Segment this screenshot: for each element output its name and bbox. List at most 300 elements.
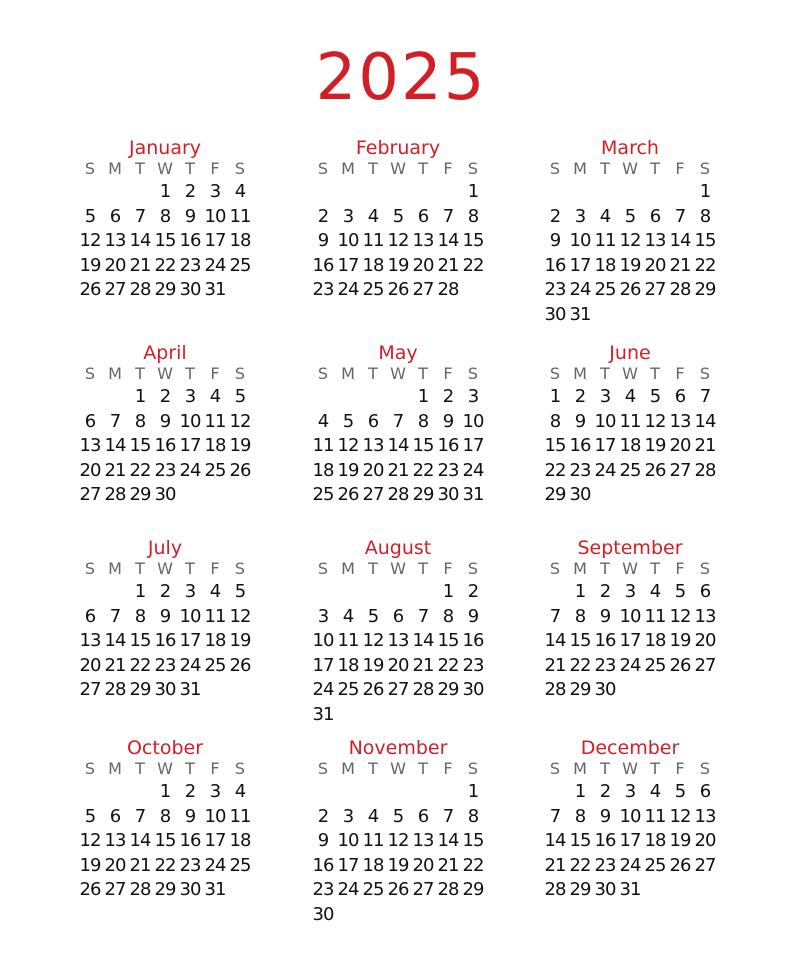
weekday-header: M: [108, 559, 122, 578]
day-cell: 7: [442, 205, 454, 227]
day-cell: 26: [619, 279, 641, 300]
day-cell: 17: [179, 435, 201, 456]
weekday-header: W: [157, 159, 173, 178]
day-cell: 5: [342, 410, 354, 432]
day-cell: 4: [649, 781, 661, 802]
day-cell: 21: [104, 654, 126, 676]
day-cell: 16: [179, 230, 201, 251]
day-cell: 12: [619, 230, 641, 251]
weekday-header: S: [699, 759, 711, 778]
day-cell: 30: [544, 303, 566, 325]
day-cell: 6: [417, 205, 429, 227]
day-cell: 7: [674, 205, 686, 227]
day-cell: 13: [79, 630, 101, 651]
day-cell: 4: [367, 205, 379, 227]
blank-cell: [78, 780, 103, 805]
day-cell: 12: [644, 410, 666, 432]
blank-cell: [618, 180, 643, 205]
day-cell: 20: [104, 254, 126, 276]
day-cell: 27: [412, 279, 434, 300]
day-cell: 5: [234, 386, 246, 407]
day-cell: 18: [619, 435, 641, 456]
blank-cell: [386, 180, 411, 205]
weekday-header: S: [234, 759, 246, 778]
blank-cell: [311, 180, 336, 205]
month-grid: [303, 160, 493, 303]
day-cell: 28: [387, 484, 409, 505]
weekday-header: F: [675, 759, 685, 778]
day-cell: 7: [549, 805, 561, 827]
day-cell: 13: [669, 410, 691, 432]
blank-cell: [336, 580, 361, 605]
day-cell: 31: [619, 879, 641, 900]
day-cell: 23: [154, 459, 176, 481]
weekday-header: T: [600, 364, 610, 383]
day-cell: 17: [594, 435, 616, 456]
weekday-header: W: [622, 364, 638, 383]
day-cell: 7: [442, 805, 454, 827]
day-cell: 24: [312, 679, 334, 700]
day-cell: 18: [204, 630, 226, 651]
day-cell: 16: [569, 435, 591, 456]
day-cell: 2: [317, 805, 329, 827]
day-cell: 18: [594, 254, 616, 276]
day-cell: 10: [337, 830, 359, 851]
day-cell: 26: [229, 459, 251, 481]
day-cell: 15: [544, 435, 566, 456]
day-cell: 5: [624, 205, 636, 227]
day-cell: 23: [312, 879, 334, 900]
day-cell: 12: [362, 630, 384, 651]
day-cell: 2: [467, 581, 479, 602]
day-cell: 20: [387, 654, 409, 676]
day-cell: 7: [392, 410, 404, 432]
day-cell: 25: [644, 854, 666, 876]
day-cell: 10: [179, 605, 201, 627]
day-cell: 24: [619, 854, 641, 876]
month-grid: [70, 760, 260, 903]
day-cell: 11: [337, 630, 359, 651]
day-cell: 31: [204, 279, 226, 300]
day-cell: 8: [699, 205, 711, 227]
day-cell: 30: [154, 484, 176, 505]
blank-cell: [311, 385, 336, 410]
day-cell: 15: [462, 230, 484, 251]
day-cell: 24: [337, 879, 359, 900]
day-cell: 28: [544, 879, 566, 900]
day-cell: 27: [362, 484, 384, 505]
day-cell: 8: [574, 805, 586, 827]
day-cell: 6: [674, 386, 686, 407]
weekday-header: S: [467, 559, 479, 578]
day-cell: 1: [574, 581, 586, 602]
blank-cell: [128, 180, 153, 205]
blank-cell: [593, 180, 618, 205]
day-cell: 13: [694, 805, 716, 827]
weekday-header: T: [650, 364, 660, 383]
month-october: [70, 736, 260, 903]
day-cell: 7: [109, 605, 121, 627]
day-cell: 17: [204, 230, 226, 251]
day-cell: 4: [317, 410, 329, 432]
day-cell: 20: [669, 435, 691, 456]
day-cell: 23: [594, 854, 616, 876]
day-cell: 15: [129, 435, 151, 456]
day-cell: 25: [229, 854, 251, 876]
day-cell: 13: [104, 230, 126, 251]
day-cell: 13: [412, 230, 434, 251]
day-cell: 4: [209, 386, 221, 407]
day-cell: 22: [569, 654, 591, 676]
day-cell: 25: [337, 679, 359, 700]
day-cell: 7: [549, 605, 561, 627]
weekday-header: S: [549, 159, 561, 178]
weekday-header: S: [467, 364, 479, 383]
day-cell: 18: [644, 830, 666, 851]
day-cell: 4: [209, 581, 221, 602]
day-cell: 20: [79, 459, 101, 481]
day-cell: 14: [437, 830, 459, 851]
month-grid: [70, 160, 260, 303]
day-cell: 6: [367, 410, 379, 432]
day-cell: 28: [412, 679, 434, 700]
day-cell: 20: [104, 854, 126, 876]
weekday-header: T: [135, 159, 145, 178]
day-cell: 27: [79, 679, 101, 700]
blank-cell: [543, 780, 568, 805]
day-cell: 1: [699, 181, 711, 202]
day-cell: 25: [204, 459, 226, 481]
day-cell: 9: [599, 605, 611, 627]
day-cell: 3: [184, 581, 196, 602]
month-name: September: [577, 537, 683, 559]
blank-cell: [78, 580, 103, 605]
day-cell: 29: [569, 879, 591, 900]
weekday-header: T: [650, 759, 660, 778]
month-grid: [535, 160, 725, 327]
day-cell: 28: [437, 879, 459, 900]
weekday-header: F: [443, 759, 453, 778]
day-cell: 6: [84, 410, 96, 432]
weekday-header: S: [84, 364, 96, 383]
day-cell: 17: [179, 630, 201, 651]
weekday-header: W: [622, 159, 638, 178]
day-cell: 26: [362, 679, 384, 700]
day-cell: 10: [337, 230, 359, 251]
day-cell: 18: [312, 459, 334, 481]
weekday-header: S: [549, 364, 561, 383]
blank-cell: [386, 580, 411, 605]
day-cell: 2: [184, 181, 196, 202]
day-cell: 21: [129, 854, 151, 876]
weekday-header: W: [157, 559, 173, 578]
day-cell: 19: [229, 435, 251, 456]
blank-cell: [336, 180, 361, 205]
day-cell: 12: [79, 830, 101, 851]
blank-cell: [103, 580, 128, 605]
day-cell: 11: [619, 410, 641, 432]
weekday-header: S: [234, 364, 246, 383]
weekday-header: M: [341, 759, 355, 778]
day-cell: 13: [79, 435, 101, 456]
day-cell: 8: [442, 605, 454, 627]
day-cell: 24: [179, 459, 201, 481]
weekday-header: S: [699, 364, 711, 383]
day-cell: 29: [694, 279, 716, 300]
day-cell: 15: [129, 630, 151, 651]
weekday-header: F: [443, 559, 453, 578]
day-cell: 22: [437, 654, 459, 676]
day-cell: 10: [204, 805, 226, 827]
day-cell: 23: [462, 654, 484, 676]
day-cell: 21: [387, 459, 409, 481]
day-cell: 11: [312, 435, 334, 456]
day-cell: 1: [442, 581, 454, 602]
day-cell: 3: [467, 386, 479, 407]
day-cell: 15: [154, 230, 176, 251]
day-cell: 14: [669, 230, 691, 251]
day-cell: 3: [342, 805, 354, 827]
weekday-header: T: [135, 759, 145, 778]
day-cell: 1: [574, 781, 586, 802]
blank-cell: [643, 180, 668, 205]
weekday-header: T: [650, 559, 660, 578]
day-cell: 2: [184, 781, 196, 802]
day-cell: 24: [619, 654, 641, 676]
weekday-header: F: [210, 759, 220, 778]
weekday-header: T: [600, 159, 610, 178]
weekday-header: S: [699, 559, 711, 578]
day-cell: 27: [412, 879, 434, 900]
weekday-header: F: [675, 559, 685, 578]
blank-cell: [361, 385, 386, 410]
day-cell: 23: [179, 254, 201, 276]
day-cell: 3: [574, 205, 586, 227]
month-name: April: [143, 342, 187, 364]
blank-cell: [411, 780, 436, 805]
day-cell: 11: [594, 230, 616, 251]
day-cell: 31: [569, 303, 591, 325]
weekday-header: T: [368, 759, 378, 778]
day-cell: 16: [179, 830, 201, 851]
day-cell: 26: [669, 654, 691, 676]
day-cell: 19: [229, 630, 251, 651]
day-cell: 24: [204, 254, 226, 276]
day-cell: 29: [437, 679, 459, 700]
day-cell: 5: [392, 805, 404, 827]
day-cell: 8: [417, 410, 429, 432]
weekday-header: S: [467, 159, 479, 178]
blank-cell: [411, 180, 436, 205]
weekday-header: T: [185, 364, 195, 383]
day-cell: 31: [312, 703, 334, 725]
day-cell: 6: [699, 781, 711, 802]
day-cell: 23: [544, 279, 566, 300]
day-cell: 26: [79, 279, 101, 300]
month-grid: [303, 365, 493, 508]
day-cell: 11: [204, 605, 226, 627]
day-cell: 8: [467, 205, 479, 227]
day-cell: 3: [184, 386, 196, 407]
day-cell: 22: [569, 854, 591, 876]
day-cell: 5: [84, 805, 96, 827]
day-cell: 4: [234, 781, 246, 802]
day-cell: 9: [599, 805, 611, 827]
weekday-header: T: [650, 159, 660, 178]
day-cell: 14: [412, 630, 434, 651]
day-cell: 16: [154, 630, 176, 651]
day-cell: 31: [204, 879, 226, 900]
day-cell: 13: [362, 435, 384, 456]
day-cell: 22: [462, 254, 484, 276]
weekday-header: S: [84, 759, 96, 778]
day-cell: 26: [229, 654, 251, 676]
day-cell: 7: [134, 805, 146, 827]
day-cell: 13: [694, 605, 716, 627]
day-cell: 9: [184, 205, 196, 227]
day-cell: 8: [134, 410, 146, 432]
day-cell: 14: [104, 435, 126, 456]
weekday-header: S: [467, 759, 479, 778]
day-cell: 2: [599, 781, 611, 802]
weekday-header: W: [157, 759, 173, 778]
day-cell: 16: [437, 435, 459, 456]
day-cell: 8: [549, 410, 561, 432]
day-cell: 24: [337, 279, 359, 300]
day-cell: 9: [317, 830, 329, 851]
day-cell: 10: [312, 630, 334, 651]
month-april: [70, 341, 260, 508]
day-cell: 25: [594, 279, 616, 300]
day-cell: 4: [234, 181, 246, 202]
weekday-header: M: [108, 159, 122, 178]
month-grid: [535, 560, 725, 703]
weekday-header: W: [390, 559, 406, 578]
day-cell: 19: [337, 459, 359, 481]
day-cell: 2: [549, 205, 561, 227]
weekday-header: T: [368, 559, 378, 578]
day-cell: 12: [669, 605, 691, 627]
day-cell: 25: [362, 879, 384, 900]
day-cell: 2: [599, 581, 611, 602]
day-cell: 15: [694, 230, 716, 251]
day-cell: 12: [669, 805, 691, 827]
month-november: [303, 736, 493, 927]
day-cell: 18: [229, 230, 251, 251]
day-cell: 16: [154, 435, 176, 456]
day-cell: 24: [204, 854, 226, 876]
day-cell: 27: [644, 279, 666, 300]
day-cell: 1: [134, 581, 146, 602]
day-cell: 5: [367, 605, 379, 627]
day-cell: 21: [437, 254, 459, 276]
day-cell: 19: [79, 254, 101, 276]
day-cell: 5: [674, 581, 686, 602]
day-cell: 10: [179, 410, 201, 432]
day-cell: 30: [154, 679, 176, 700]
day-cell: 13: [412, 830, 434, 851]
day-cell: 7: [109, 410, 121, 432]
day-cell: 11: [229, 805, 251, 827]
day-cell: 24: [569, 279, 591, 300]
month-july: [70, 536, 260, 703]
blank-cell: [568, 180, 593, 205]
day-cell: 18: [362, 254, 384, 276]
weekday-header: S: [317, 364, 329, 383]
day-cell: 10: [619, 605, 641, 627]
day-cell: 9: [317, 230, 329, 251]
month-january: [70, 136, 260, 303]
blank-cell: [411, 580, 436, 605]
weekday-header: F: [210, 159, 220, 178]
day-cell: 30: [569, 484, 591, 505]
day-cell: 4: [649, 581, 661, 602]
day-cell: 2: [159, 386, 171, 407]
weekday-header: F: [210, 364, 220, 383]
month-september: [535, 536, 725, 703]
weekday-header: T: [418, 364, 428, 383]
day-cell: 29: [154, 279, 176, 300]
weekday-header: T: [418, 159, 428, 178]
day-cell: 8: [134, 605, 146, 627]
day-cell: 18: [204, 435, 226, 456]
day-cell: 7: [417, 605, 429, 627]
day-cell: 26: [387, 879, 409, 900]
day-cell: 4: [367, 805, 379, 827]
day-cell: 18: [644, 630, 666, 651]
day-cell: 1: [549, 386, 561, 407]
day-cell: 24: [594, 459, 616, 481]
day-cell: 19: [79, 854, 101, 876]
day-cell: 4: [342, 605, 354, 627]
month-name: August: [364, 537, 432, 559]
month-grid: [303, 560, 493, 727]
blank-cell: [543, 180, 568, 205]
day-cell: 3: [624, 581, 636, 602]
day-cell: 11: [362, 830, 384, 851]
weekday-header: M: [108, 759, 122, 778]
day-cell: 6: [649, 205, 661, 227]
day-cell: 12: [387, 230, 409, 251]
month-march: [535, 136, 725, 327]
day-cell: 10: [462, 410, 484, 432]
day-cell: 20: [694, 630, 716, 651]
day-cell: 11: [204, 410, 226, 432]
day-cell: 15: [154, 830, 176, 851]
day-cell: 13: [387, 630, 409, 651]
day-cell: 5: [392, 205, 404, 227]
weekday-header: F: [443, 364, 453, 383]
day-cell: 21: [544, 654, 566, 676]
day-cell: 17: [569, 254, 591, 276]
month-grid: [535, 760, 725, 903]
day-cell: 5: [84, 205, 96, 227]
day-cell: 16: [312, 254, 334, 276]
month-grid: [535, 365, 725, 508]
day-cell: 22: [544, 459, 566, 481]
day-cell: 28: [669, 279, 691, 300]
day-cell: 21: [104, 459, 126, 481]
blank-cell: [311, 580, 336, 605]
day-cell: 20: [362, 459, 384, 481]
blank-cell: [103, 385, 128, 410]
weekday-header: M: [108, 364, 122, 383]
day-cell: 18: [362, 854, 384, 876]
weekday-header: T: [185, 559, 195, 578]
day-cell: 13: [104, 830, 126, 851]
weekday-header: M: [573, 559, 587, 578]
day-cell: 26: [387, 279, 409, 300]
